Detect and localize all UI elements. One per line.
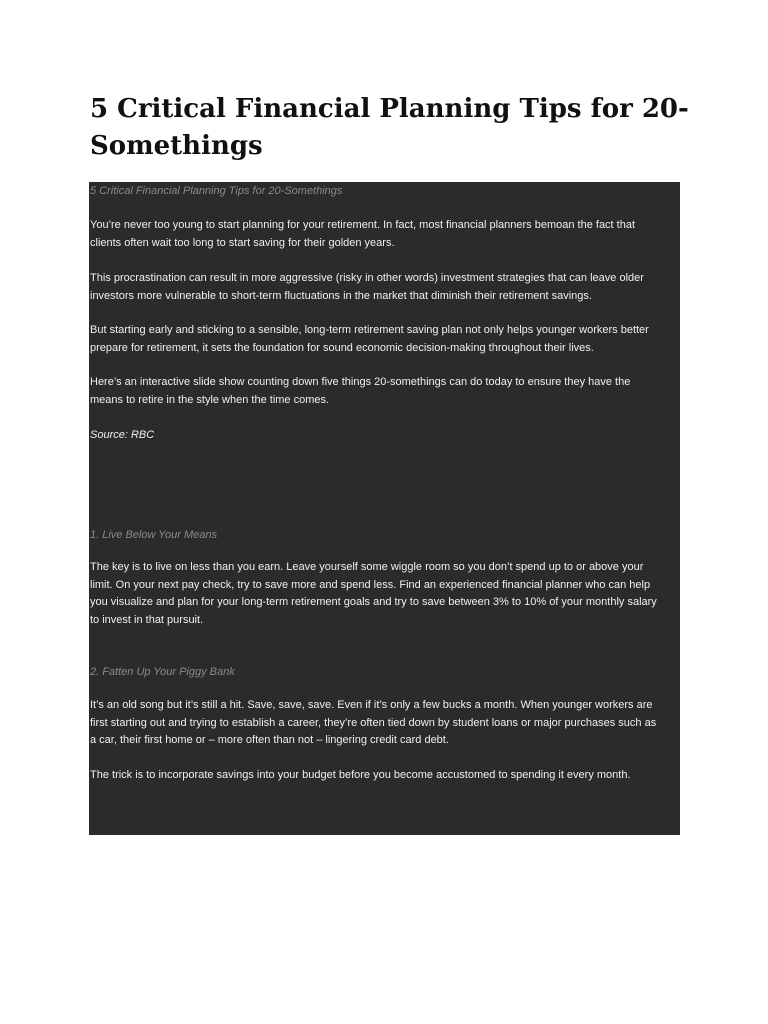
- text-line: The key is to live on less than you earn. Leave yourself some wiggle room so you don’t spend up to or above your: [90, 561, 644, 573]
- text-line: limit. On your next pay check, try to save more and spend less. Find an experienced financial planner who can help: [90, 578, 651, 591]
- text-line: Here’s an interactive slide show counting down five things 20-somethings can do today to ensure they have the: [90, 376, 631, 388]
- text-line: first starting out and trying to establish a career, they’re often tied down by student loans or major purchases such as: [90, 716, 657, 729]
- text-line: a car, their first home or – more often than not – lingering credit card debt.: [90, 734, 449, 746]
- page-title-line-1: 5 Critical Financial Planning Tips for 20-: [90, 94, 689, 124]
- text-line: clients often wait too long to start saving for their golden years.: [90, 236, 395, 249]
- text-line: But starting early and sticking to a sensible, long-term retirement saving plan not only helps younger workers better: [90, 324, 649, 336]
- tip-2-heading: 2. Fatten Up Your Piggy Bank: [90, 666, 235, 678]
- text-line: It’s an old song but it’s still a hit. Save, save, save. Even if it’s only a few bucks a month. When younger workers are: [90, 699, 653, 711]
- text-line: you visualize and plan for your long-term retirement goals and try to save between 3% to 10% of your monthly salary: [90, 596, 657, 608]
- text-line: prepare for retirement, it sets the foundation for sound economic decision-making throughout their lives.: [90, 341, 594, 354]
- text-line: This procrastination can result in more aggressive (risky in other words) investment strategies that can leave older: [90, 272, 644, 284]
- page-title-line-2: Somethings: [90, 131, 263, 161]
- text-line: You’re never too young to start planning for your retirement. In fact, most financial planners bemoan the fact that: [90, 219, 636, 231]
- page-title: [90, 91, 690, 165]
- article-panel: [89, 182, 680, 835]
- text-line: means to retire in the style when the time comes.: [90, 393, 330, 406]
- source-credit: Source: RBC: [90, 429, 155, 441]
- article-subtitle: 5 Critical Financial Planning Tips for 20-Somethings: [90, 185, 343, 197]
- tip-1-heading: 1. Live Below Your Means: [90, 529, 217, 541]
- text-line: investors more vulnerable to short-term fluctuations in the market that diminish their retirement savings.: [90, 289, 592, 302]
- text-line: The trick is to incorporate savings into your budget before you become accustomed to spending it every month.: [90, 769, 631, 781]
- text-line: to invest in that pursuit.: [90, 613, 204, 626]
